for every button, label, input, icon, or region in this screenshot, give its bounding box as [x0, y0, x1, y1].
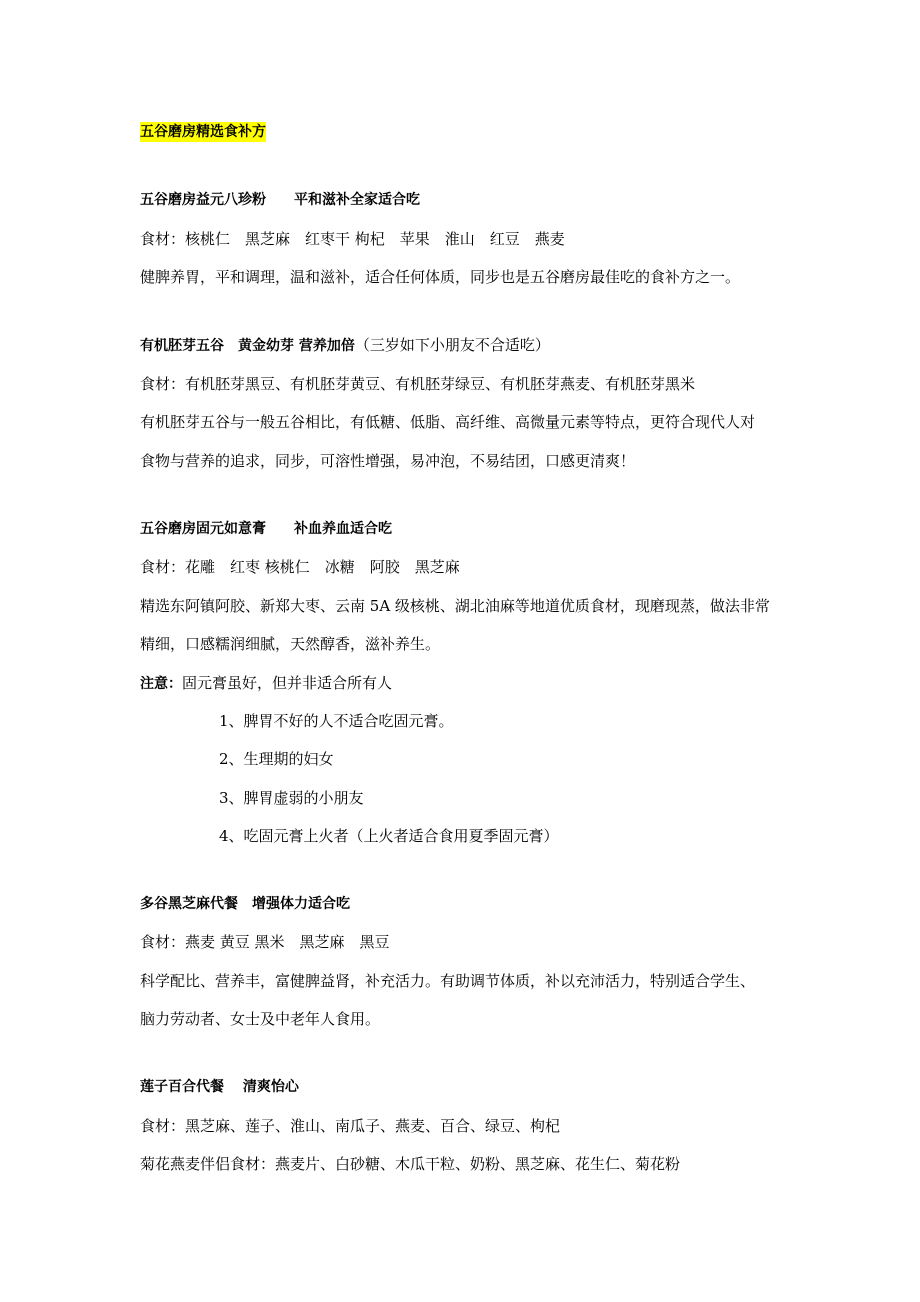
- section-3-ingredients: 食材：花雕 红枣 核桃仁 冰糖 阿胶 黑芝麻: [140, 558, 460, 576]
- note-text: 固元膏虽好，但并非适合所有人: [182, 674, 393, 692]
- section-2-heading-note: （三岁如下小朋友不合适吃）: [354, 336, 550, 354]
- note-item: 3、脾胃虚弱的小朋友: [219, 789, 364, 807]
- section-1-ingredients: 食材：核桃仁 黑芝麻 红枣干 枸杞 苹果 淮山 红豆 燕麦: [140, 230, 565, 248]
- section-2-heading-title: 有机胚芽五谷 黄金幼芽 营养加倍: [140, 338, 355, 354]
- section-5-description: 菊花燕麦伴侣食材：燕麦片、白砂糖、木瓜干粒、奶粉、黑芝麻、花生仁、菊花粉: [140, 1155, 681, 1173]
- section-3-description-line-1: 精选东阿镇阿胶、新郑大枣、云南 5A 级核桃、湖北油麻等地道优质食材，现磨现蒸，做法非常: [140, 597, 770, 615]
- note-item: 2、生理期的妇女: [219, 750, 334, 768]
- section-4-description-line-1: 科学配比、营养丰，富健脾益肾，补充活力。有助调节体质，补以充沛活力，特别适合学生、: [140, 972, 756, 990]
- section-2-description-line-1: 有机胚芽五谷与一般五谷相比，有低糖、低脂、高纤维、高微量元素等特点，更符合现代人对: [140, 413, 756, 431]
- section-2-description-line-2: 食物与营养的追求，同步，可溶性增强，易冲泡，不易结团，口感更清爽！: [140, 452, 636, 470]
- section-2-heading: [140, 335, 550, 355]
- note-item: 4、吃固元膏上火者（上火者适合食用夏季固元膏）: [219, 827, 559, 845]
- section-5-heading: 莲子百合代餐 清爽怡心: [140, 1079, 299, 1095]
- note-item: 1、脾胃不好的人不适合吃固元膏。: [219, 712, 454, 730]
- section-4-description-line-2: 脑力劳动者、女士及中老年人食用。: [140, 1010, 381, 1028]
- document-title: [140, 122, 266, 142]
- section-4-ingredients: 食材：燕麦 黄豆 黑米 黑芝麻 黑豆: [140, 933, 390, 951]
- section-1-heading: 五谷磨房益元八珍粉 平和滋补全家适合吃: [140, 192, 420, 208]
- section-3-note: [140, 673, 392, 693]
- section-1-description: 健脾养胃，平和调理，温和滋补，适合任何体质，同步也是五谷磨房最佳吃的食补方之一。: [140, 268, 741, 286]
- section-3-description-line-2: 精细，口感糯润细腻，天然醇香，滋补养生。: [140, 635, 441, 653]
- section-2-ingredients: 食材：有机胚芽黑豆、有机胚芽黄豆、有机胚芽绿豆、有机胚芽燕麦、有机胚芽黑米: [140, 375, 696, 393]
- title-highlight: 五谷磨房精选食补方: [140, 124, 266, 140]
- section-5-ingredients: 食材：黑芝麻、莲子、淮山、南瓜子、燕麦、百合、绿豆、枸杞: [140, 1117, 561, 1135]
- section-3-heading: 五谷磨房固元如意膏 补血养血适合吃: [140, 521, 392, 537]
- section-4-heading: 多谷黑芝麻代餐 增强体力适合吃: [140, 896, 350, 912]
- note-label: 注意：: [140, 676, 182, 692]
